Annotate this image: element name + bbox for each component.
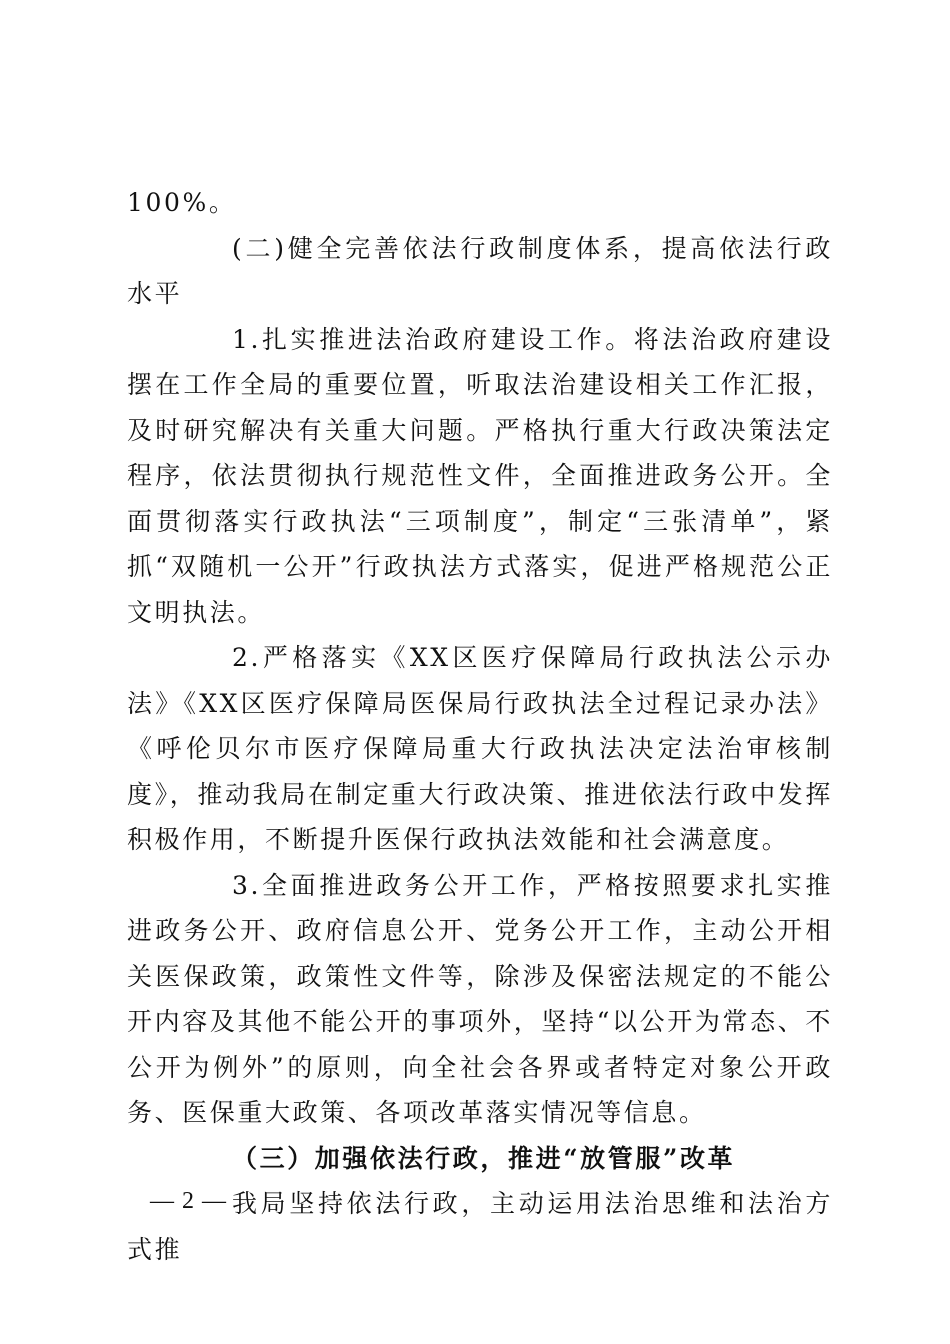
- paragraph-item-3: 3.全面推进政务公开工作，严格按照要求扎实推进政务公开、政府信息公开、党务公开工作，主动公开相关医保政策，政策性文件等，除涉及保密法规定的不能公开内容及其他不能公开的事项外，坚持“以公开为常态、不公开为例外”的原则，向全社会各界或者特定对象公开政务、医保重大政策、各项改革落实情况等信息。: [127, 870, 833, 1127]
- section-heading-2: (二)健全完善依法行政制度体系，提高依法行政水平: [127, 233, 833, 308]
- paragraph-item-2: 2.严格落实《XX区医疗保障局行政执法公示办法》《XX区医疗保障局医保局行政执法全过程记录办法》《呼伦贝尔市医疗保障局重大行政执法决定法治审核制度》，推动我局在制定重大行政决策、推进依法行政中发挥积极作用，不断提升医保行政执法效能和社会满意度。: [127, 643, 833, 854]
- paragraph-continuation: 100%。: [127, 188, 237, 217]
- document-body: [127, 180, 833, 1272]
- paragraph-section-3-intro: 我局坚持依法行政，主动运用法治思维和法治方式推: [127, 1189, 833, 1264]
- section-heading-3: （三）加强依法行政，推进“放管服”改革: [232, 1143, 736, 1173]
- page-number: — 2 —: [150, 1188, 227, 1214]
- paragraph-item-1: 1.扎实推进法治政府建设工作。将法治政府建设摆在工作全局的重要位置，听取法治建设相关工作汇报，及时研究解决有关重大问题。严格执行重大行政决策法定程序，依法贯彻执行规范性文件，全面推进政务公开。全面贯彻落实行政执法“三项制度”，制定“三张清单”，紧抓“双随机一公开”行政执法方式落实，促进严格规范公正文明执法。: [127, 324, 833, 627]
